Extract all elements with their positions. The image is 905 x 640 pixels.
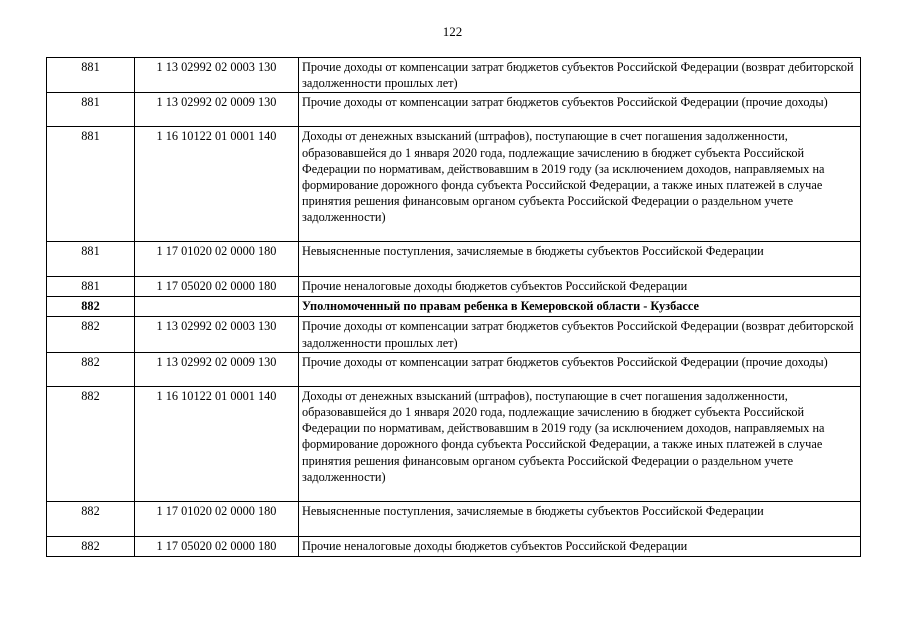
- budget-code-cell: 1 13 02992 02 0003 130: [135, 58, 299, 93]
- table-row: [47, 317, 861, 352]
- budget-code-cell: [135, 297, 299, 317]
- admin-code-cell: 882: [47, 297, 135, 317]
- page-number: 122: [442, 24, 463, 39]
- table-row: [47, 352, 861, 386]
- admin-code-cell: 881: [47, 127, 135, 242]
- revenue-name-cell: Прочие доходы от компенсации затрат бюджетов субъектов Российской Федерации (возврат дебиторской задолженности прошлых лет): [299, 317, 861, 352]
- revenue-name-cell: Невыясненные поступления, зачисляемые в бюджеты субъектов Российской Федерации: [299, 242, 861, 277]
- revenue-name-cell: Прочие неналоговые доходы бюджетов субъектов Российской Федерации: [299, 277, 861, 297]
- admin-code-cell: 882: [47, 386, 135, 501]
- table-row: [47, 93, 861, 127]
- revenue-name-cell: Прочие доходы от компенсации затрат бюджетов субъектов Российской Федерации (возврат дебиторской задолженности прошлых лет): [299, 58, 861, 93]
- administrator-name-cell: Уполномоченный по правам ребенка в Кемеровской области - Кузбассе: [299, 297, 861, 317]
- revenue-name-cell: Доходы от денежных взысканий (штрафов), поступающие в счет погашения задолженности, образовавшейся до 1 января 2020 года, подлежащие зачислению в бюджет субъекта Российской Федерации по нормативам, действовавшим в 2019 году (за исключением доходов, направляемых на формирование дорожного фонда субъекта Российской Федерации, а также иных платежей в случае принятия решения финансовым органом субъекта Российской Федерации о раздельном учете задолженности): [299, 386, 861, 501]
- table-row: [47, 501, 861, 536]
- revenue-name-cell: Невыясненные поступления, зачисляемые в бюджеты субъектов Российской Федерации: [299, 501, 861, 536]
- revenue-name-cell: Прочие доходы от компенсации затрат бюджетов субъектов Российской Федерации (прочие доходы): [299, 93, 861, 127]
- table-row: [47, 277, 861, 297]
- budget-code-cell: 1 17 01020 02 0000 180: [135, 242, 299, 277]
- admin-code-cell: 881: [47, 277, 135, 297]
- table-row: [47, 242, 861, 277]
- revenue-classification-table: [46, 57, 861, 557]
- admin-code-cell: 882: [47, 501, 135, 536]
- budget-code-cell: 1 13 02992 02 0003 130: [135, 317, 299, 352]
- admin-code-cell: 881: [47, 242, 135, 277]
- table-row: [47, 386, 861, 501]
- admin-code-cell: 881: [47, 58, 135, 93]
- budget-code-cell: 1 13 02992 02 0009 130: [135, 93, 299, 127]
- admin-code-cell: 881: [47, 93, 135, 127]
- revenue-name-cell: Прочие неналоговые доходы бюджетов субъектов Российской Федерации: [299, 536, 861, 556]
- revenue-name-cell: Доходы от денежных взысканий (штрафов), поступающие в счет погашения задолженности, образовавшейся до 1 января 2020 года, подлежащие зачислению в бюджет субъекта Российской Федерации по нормативам, действовавшим в 2019 году (за исключением доходов, направляемых на формирование дорожного фонда субъекта Российской Федерации, а также иных платежей в случае принятия решения финансовым органом субъекта Российской Федерации о раздельном учете задолженности): [299, 127, 861, 242]
- admin-code-cell: 882: [47, 352, 135, 386]
- table-row: [47, 127, 861, 242]
- budget-code-cell: 1 17 01020 02 0000 180: [135, 501, 299, 536]
- table-row: [47, 536, 861, 556]
- table-row: [47, 58, 861, 93]
- administrator-heading-row: [47, 297, 861, 317]
- admin-code-cell: 882: [47, 317, 135, 352]
- revenue-name-cell: Прочие доходы от компенсации затрат бюджетов субъектов Российской Федерации (прочие доходы): [299, 352, 861, 386]
- budget-code-cell: 1 16 10122 01 0001 140: [135, 127, 299, 242]
- admin-code-cell: 882: [47, 536, 135, 556]
- budget-code-cell: 1 17 05020 02 0000 180: [135, 277, 299, 297]
- budget-code-cell: 1 13 02992 02 0009 130: [135, 352, 299, 386]
- budget-code-cell: 1 17 05020 02 0000 180: [135, 536, 299, 556]
- budget-code-cell: 1 16 10122 01 0001 140: [135, 386, 299, 501]
